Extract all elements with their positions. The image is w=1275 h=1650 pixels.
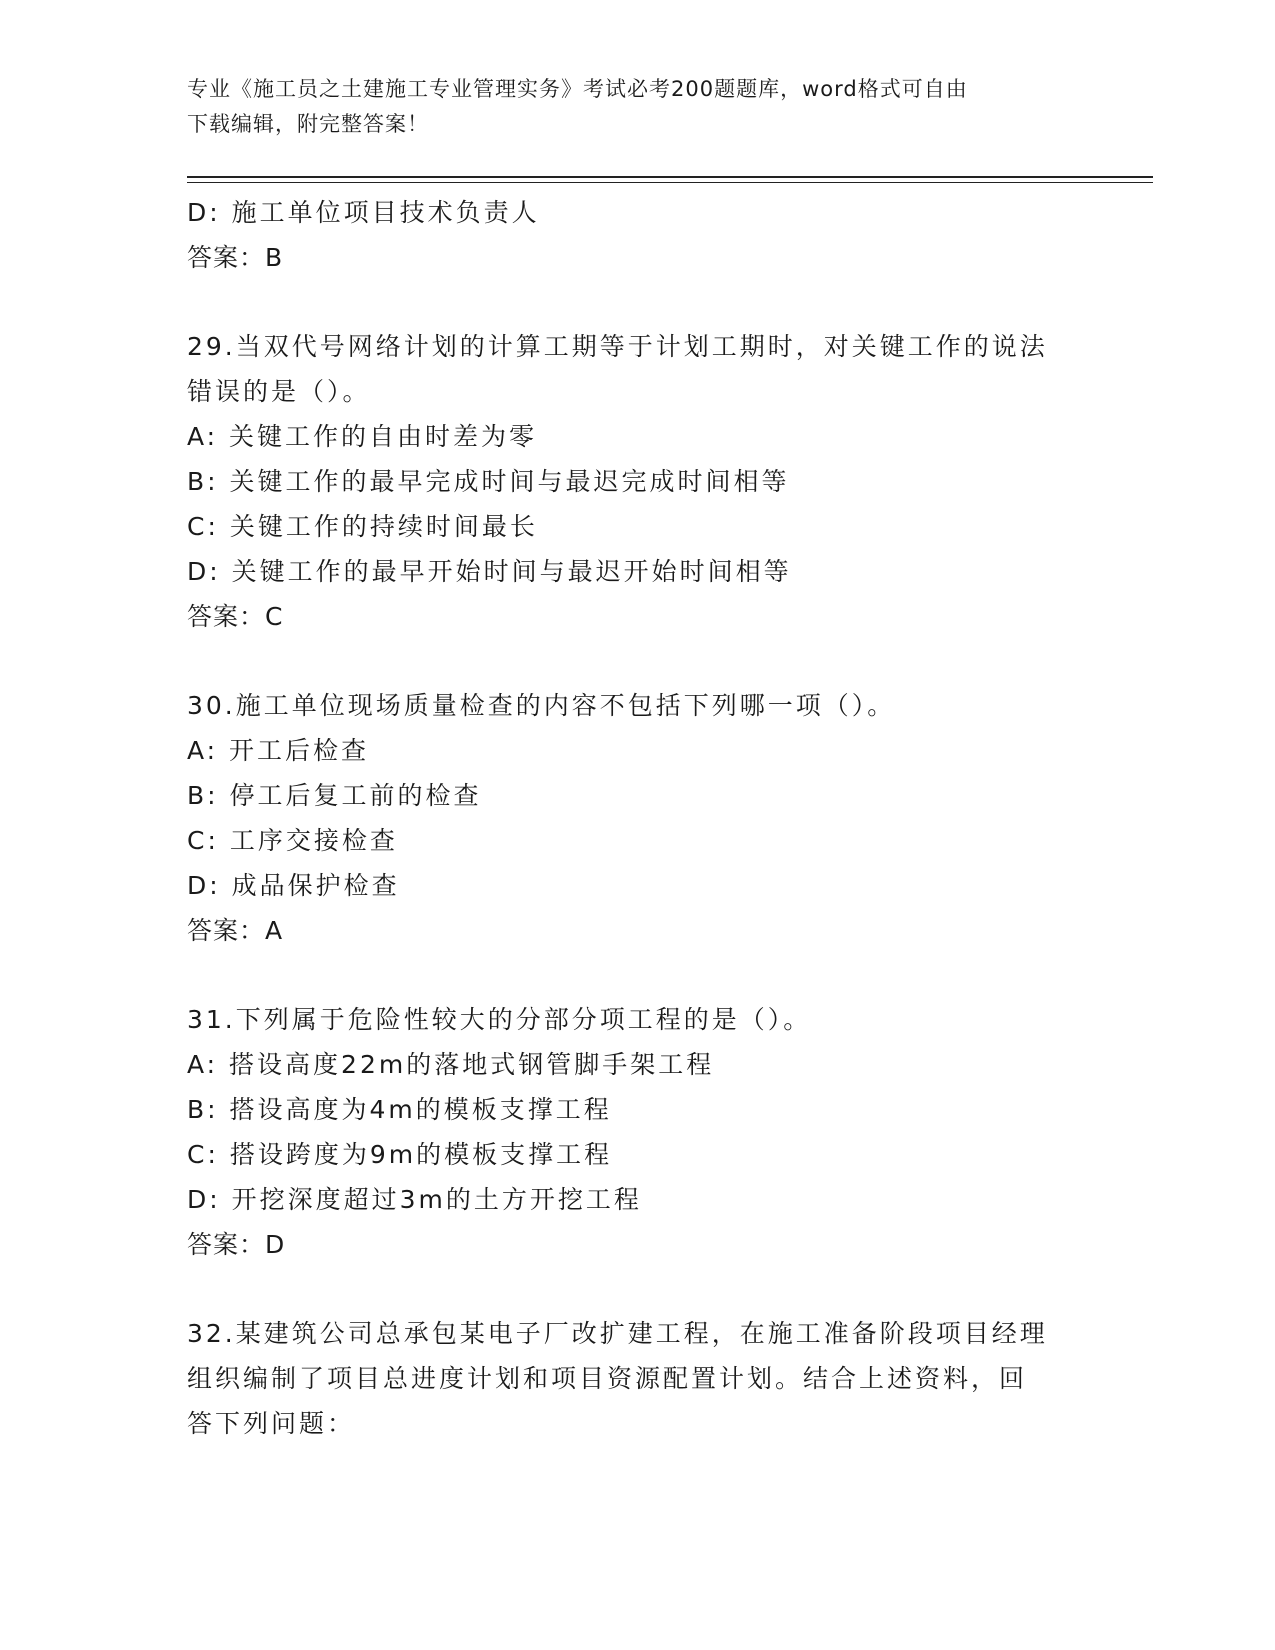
header-line-2: 下载编辑，附完整答案！ bbox=[187, 112, 429, 136]
option-d: D: 开挖深度超过3m的土方开挖工程 bbox=[187, 1185, 642, 1214]
question-stem-continued: 错误的是（）。 bbox=[187, 377, 371, 406]
question-28-tail bbox=[187, 190, 1087, 281]
question-content bbox=[187, 190, 1087, 1446]
answer: 答案：D bbox=[187, 1230, 286, 1259]
question-stem: 30.施工单位现场质量检查的内容不包括下列哪一项（）。 bbox=[187, 691, 896, 720]
option-a: A: 搭设高度22m的落地式钢管脚手架工程 bbox=[187, 1050, 715, 1079]
spacer bbox=[187, 281, 1087, 324]
question-stem: 29.当双代号网络计划的计算工期等于计划工期时，对关键工作的说法 bbox=[187, 332, 1048, 361]
option-b: B: 关键工作的最早完成时间与最迟完成时间相等 bbox=[187, 467, 790, 496]
spacer bbox=[187, 954, 1087, 997]
answer: 答案：A bbox=[187, 916, 284, 945]
question-stem-continued: 答下列问题： bbox=[187, 1409, 356, 1438]
question-31 bbox=[187, 997, 1087, 1268]
question-stem: 32.某建筑公司总承包某电子厂改扩建工程，在施工准备阶段项目经理 bbox=[187, 1319, 1048, 1348]
header-divider-thin bbox=[187, 182, 1153, 183]
header-divider-thick bbox=[187, 176, 1153, 178]
spacer bbox=[187, 1268, 1087, 1311]
option-a: A: 关键工作的自由时差为零 bbox=[187, 422, 538, 451]
option-b: B: 停工后复工前的检查 bbox=[187, 781, 482, 810]
option-d: D: 关键工作的最早开始时间与最迟开始时间相等 bbox=[187, 557, 792, 586]
spacer bbox=[187, 640, 1087, 683]
question-stem: 31.下列属于危险性较大的分部分项工程的是（）。 bbox=[187, 1005, 812, 1034]
option-a: A: 开工后检查 bbox=[187, 736, 370, 765]
option-c: C: 工序交接检查 bbox=[187, 826, 398, 855]
option-d: D: 成品保护检查 bbox=[187, 871, 400, 900]
answer: 答案：C bbox=[187, 602, 284, 631]
header-line-1: 专业《施工员之土建施工专业管理实务》考试必考200题题库，word格式可自由 bbox=[187, 77, 968, 101]
question-30 bbox=[187, 683, 1087, 954]
option-c: C: 搭设跨度为9m的模板支撑工程 bbox=[187, 1140, 613, 1169]
option-b: B: 搭设高度为4m的模板支撑工程 bbox=[187, 1095, 612, 1124]
document-header bbox=[187, 72, 1067, 142]
question-stem-continued: 组织编制了项目总进度计划和项目资源配置计划。结合上述资料，回 bbox=[187, 1364, 1028, 1393]
answer: 答案：B bbox=[187, 243, 284, 272]
option-d: D: 施工单位项目技术负责人 bbox=[187, 198, 540, 227]
option-c: C: 关键工作的持续时间最长 bbox=[187, 512, 538, 541]
question-29 bbox=[187, 324, 1087, 640]
question-32 bbox=[187, 1311, 1087, 1446]
